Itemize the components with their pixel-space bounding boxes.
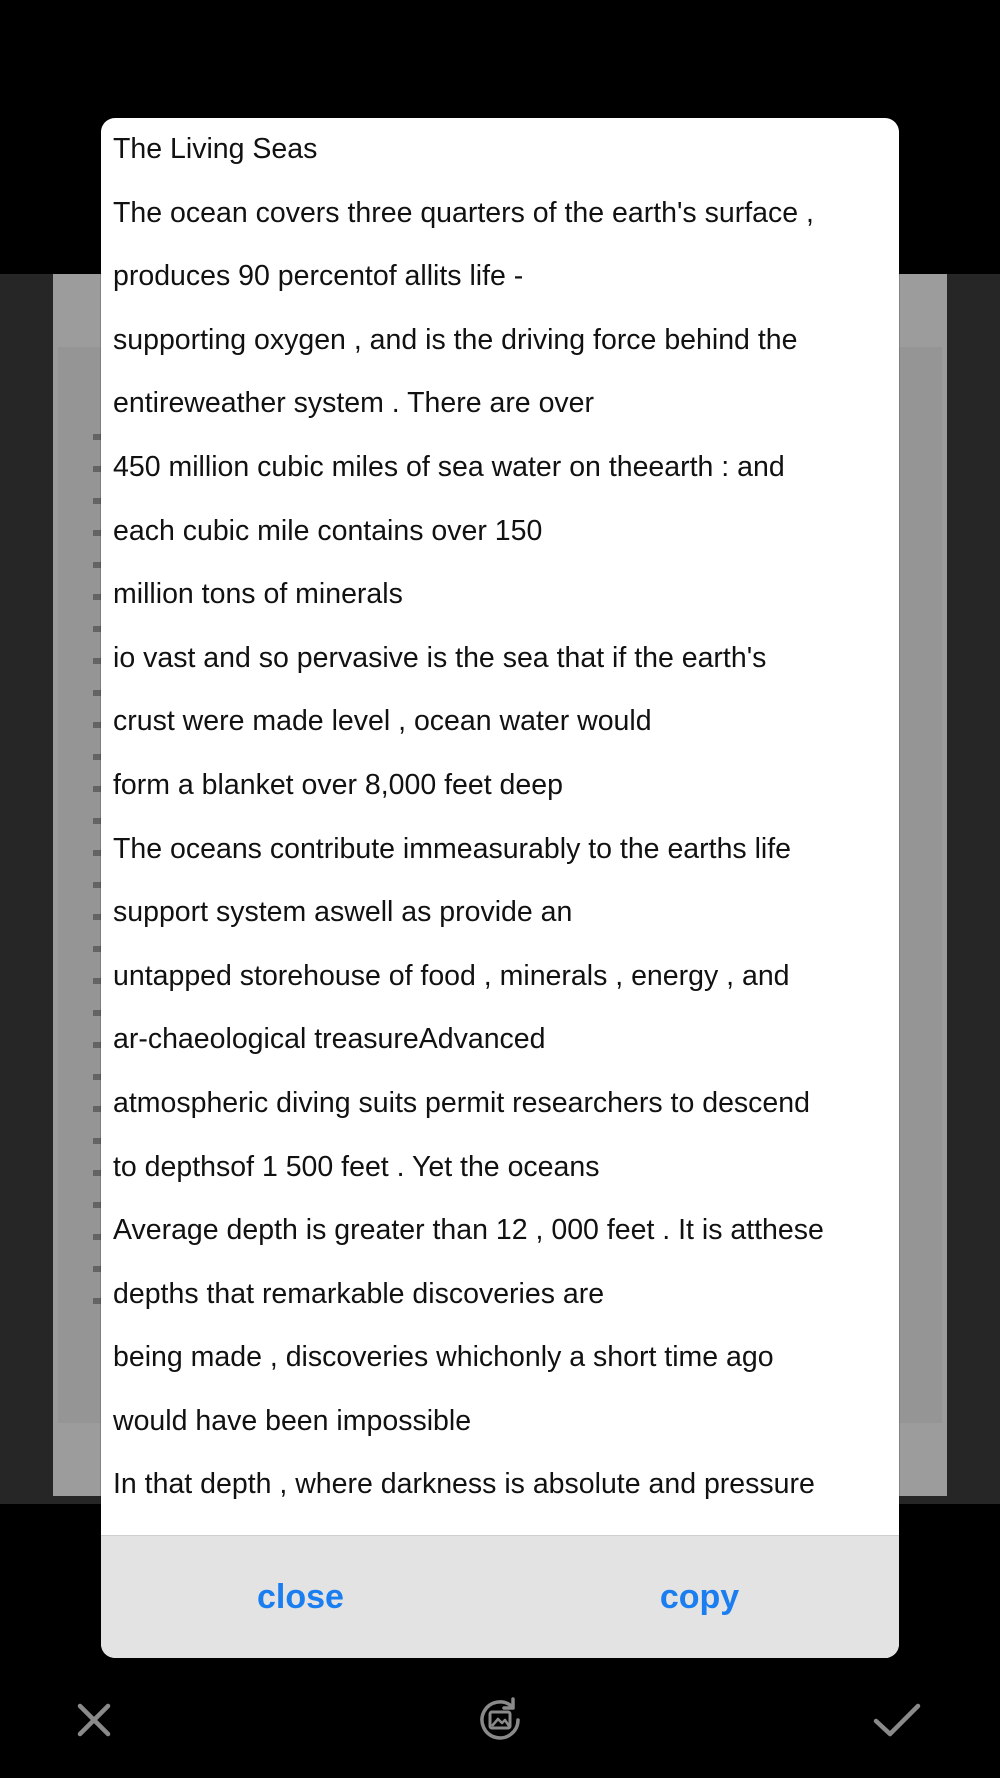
text-line: supporting oxygen , and is the driving force behind the (113, 323, 798, 356)
text-line: each cubic mile contains over 150 (113, 514, 543, 547)
text-line: The ocean covers three quarters of the earth's surface , (113, 196, 814, 229)
confirm-button[interactable] (868, 1692, 924, 1748)
close-button[interactable]: close (257, 1577, 344, 1616)
text-line: 450 million cubic miles of sea water on theearth : and (113, 450, 785, 483)
dialog-button-bar (101, 1535, 899, 1658)
document-text-edge (93, 434, 101, 1314)
text-line: The oceans contribute immeasurably to the earths life (113, 832, 792, 865)
bottom-toolbar (0, 1650, 1000, 1778)
recognized-text-area[interactable] (101, 118, 899, 1536)
text-line: Average depth is greater than 12 , 000 feet . It is atthese (113, 1214, 824, 1247)
text-line: produces 90 percentof allits life - (113, 260, 524, 293)
checkmark-icon (868, 1692, 924, 1748)
close-x-icon (66, 1692, 122, 1748)
rotate-image-icon (472, 1692, 528, 1748)
text-line: atmospheric diving suits permit researchers to descend (113, 1086, 810, 1119)
text-line: million tons of minerals (113, 578, 403, 611)
text-line: support system aswell as provide an (113, 896, 573, 929)
text-line: form a blanket over 8,000 feet deep (113, 768, 563, 801)
text-line: The Living Seas (113, 133, 318, 165)
text-line: crust were made level , ocean water would (113, 705, 652, 738)
text-line: io vast and so pervasive is the sea that if the earth's (113, 641, 767, 674)
copy-button[interactable]: copy (659, 1577, 740, 1616)
text-line: In that depth , where darkness is absolute and pressure (113, 1468, 815, 1501)
recognized-text-dialog (101, 118, 899, 1658)
text-line: would have been impossible (113, 1404, 472, 1437)
cancel-button[interactable] (66, 1692, 122, 1748)
text-line: to depthsof 1 500 feet . Yet the oceans (113, 1150, 600, 1183)
text-line: entireweather system . There are over (113, 387, 595, 420)
text-line: being made , discoveries whichonly a short time ago (113, 1341, 774, 1374)
text-line: ar-chaeological treasureAdvanced (113, 1023, 546, 1056)
text-line: untapped storehouse of food , minerals , energy , and (113, 959, 790, 992)
rotate-button[interactable] (472, 1692, 528, 1748)
text-line: depths that remarkable discoveries are (113, 1277, 605, 1310)
